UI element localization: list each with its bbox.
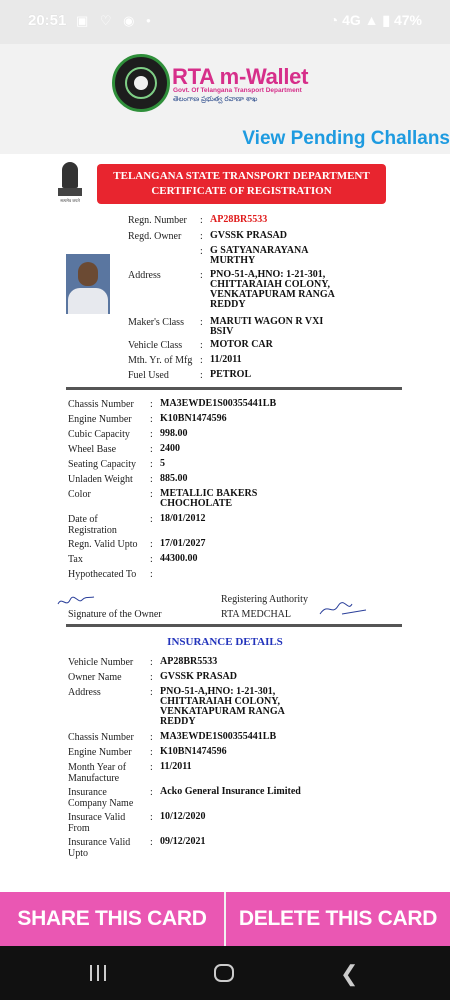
- field-label: Insurance Valid Upto: [68, 837, 131, 859]
- home-icon[interactable]: [214, 964, 234, 982]
- status-time: 20:51: [28, 12, 67, 29]
- ins-engine-number-value: K10BN1474596: [160, 746, 227, 757]
- back-icon[interactable]: ❮: [340, 961, 359, 986]
- regn-valid-upto-value: 17/01/2027: [160, 538, 206, 549]
- field-label: Regn. Valid Upto: [68, 539, 138, 550]
- regn-number-value: AP28BR5533: [210, 214, 268, 225]
- field-label: Mth. Yr. of Mfg: [128, 355, 193, 366]
- field-label: Vehicle Number: [68, 657, 134, 668]
- field-label: Insurace Valid From: [68, 812, 126, 834]
- ins-address-value: PNO-51-A,HNO: 1-21-301, CHITTARAIAH COLONY, VENKATAPURAM RANGA REDDY: [160, 686, 285, 727]
- ins-manufacture-value: 11/2011: [160, 761, 192, 772]
- cubic-capacity-value: 998.00: [160, 428, 188, 439]
- delete-card-button[interactable]: DELETE THIS CARD: [226, 892, 450, 946]
- status-right-icons: ◔ 4G ▲ ▮ 47%: [329, 12, 422, 28]
- certificate-banner: [97, 164, 386, 204]
- engine-number-value: K10BN1474596: [160, 413, 227, 424]
- unladen-weight-value: 885.00: [160, 473, 188, 484]
- vehicle-class-value: MOTOR CAR: [210, 339, 273, 350]
- field-label: Cubic Capacity: [68, 429, 130, 440]
- recents-icon[interactable]: [88, 965, 108, 981]
- regd-owner-value: GVSSK PRASAD: [210, 230, 287, 241]
- insurance-title: INSURANCE DETAILS: [167, 636, 283, 648]
- registering-authority-label: Registering Authority: [221, 594, 308, 605]
- registering-authority-value: RTA MEDCHAL: [221, 609, 291, 620]
- field-label: Vehicle Class: [128, 340, 183, 351]
- field-label: Tax: [68, 554, 83, 565]
- ins-vehicle-number-value: AP28BR5533: [160, 656, 218, 667]
- banner-department: TELANGANA STATE TRANSPORT DEPARTMENT: [113, 170, 370, 182]
- system-nav-bar: [0, 946, 450, 1000]
- owner-signature-icon: [56, 594, 96, 610]
- status-bar: [0, 0, 450, 44]
- ins-chassis-number-value: MA3EWDE1S00355441LB: [160, 731, 277, 742]
- owner-signature-label: Signature of the Owner: [68, 609, 162, 620]
- ins-valid-from-value: 10/12/2020: [160, 811, 206, 822]
- makers-class-value: MARUTI WAGON R VXI BSIV: [210, 316, 324, 337]
- field-label: Regn. Number: [128, 215, 187, 226]
- owner-relation-value: G SATYANARAYANA MURTHY: [210, 245, 308, 266]
- ins-owner-name-value: GVSSK PRASAD: [160, 671, 237, 682]
- ashoka-emblem-icon: सत्यमेव जयते: [55, 162, 85, 206]
- owner-photo: [66, 254, 110, 314]
- field-label: Wheel Base: [68, 444, 117, 455]
- field-label: Owner Name: [68, 672, 122, 683]
- wheel-base-value: 2400: [160, 443, 180, 454]
- field-label: Color: [68, 489, 91, 500]
- field-label: Hypothecated To: [68, 569, 137, 580]
- address-value: PNO-51-A,HNO: 1-21-301, CHITTARAIAH COLONY, VENKATAPURAM RANGA REDDY: [210, 269, 335, 310]
- authority-signature-icon: [318, 598, 368, 618]
- share-card-button[interactable]: SHARE THIS CARD: [0, 892, 224, 946]
- tax-value: 44300.00: [160, 553, 198, 564]
- field-label: Unladen Weight: [68, 474, 133, 485]
- field-label: Address: [128, 270, 161, 281]
- ins-company-value: Acko General Insurance Limited: [160, 786, 301, 797]
- app-title: RTA m-Wallet: [172, 64, 309, 89]
- field-label: Insurance Company Name: [68, 787, 134, 809]
- banner-certificate-title: CERTIFICATE OF REGISTRATION: [151, 185, 332, 197]
- chassis-number-value: MA3EWDE1S00355441LB: [160, 398, 277, 409]
- divider: [66, 624, 402, 627]
- field-label: Seating Capacity: [68, 459, 137, 470]
- notification-icons: ▣ ♡ ◉ •: [76, 13, 155, 28]
- seating-capacity-value: 5: [160, 458, 165, 469]
- field-label: Address: [68, 687, 101, 698]
- color-value: METALLIC BAKERS CHOCHOLATE: [160, 488, 258, 509]
- view-pending-challans-link[interactable]: View Pending Challans: [242, 128, 450, 149]
- app-header: [0, 44, 450, 154]
- fuel-used-value: PETROL: [210, 369, 252, 380]
- field-label: Maker's Class: [128, 317, 184, 328]
- date-of-registration-value: 18/01/2012: [160, 513, 206, 524]
- divider: [66, 387, 402, 390]
- app-telugu-subtitle: తెలంగాణ ప్రభుత్వ రవాణా శాఖ: [173, 96, 258, 103]
- registration-certificate: सत्यमेव जयते TELANGANA STATE TRANSPORT DEPARTMENT CERTIFICATE OF REGISTRATION Regn. Number : AP28BR5533 Regd. Owner : GVSSK PRASAD : G SATYANARAYANA MURTHY Address : PNO-51-A,HNO: 1-21-301, CHITTARAIAH COLONY, VENKATAPURAM RANGA REDDY Maker's Class : MARUTI WAGON R VXI BSIV Vehicle Class : MOTOR CAR Mth. Yr. of Mfg : 11/2011 Fuel Used : PETROL Chassis Number : MA3EWDE1S00355441LB Engine Number : K10BN1474596 Cubic Capacity : 998.00 Wheel Base : 2400 Seating Capacity : 5 Unladen Weight : 885.00 Color : METALLIC BAKERS CHOCHOLATE Date of Registration : 18/01/2012 Regn. Valid Upto : 17/01/2027 Tax : 44300.00 Hypothecated To : Signature of the Owner Registering Authority RTA MEDCHAL INSURANCE DETAILS Vehicle Number : AP28BR5533 Owner Name : GVSSK PRASAD Address : PNO-51-A,HNO: 1-21-301, CHITTARAIAH COLONY, VENKATAPURAM RANGA REDDY Chassis Number : MA3EWDE1S00355441LB Engine Number : K10BN1474596 Month Year of Manufacture : 11/2011 Insurance Company Name : Acko General Insurance Limited Insurace Valid From : 10/12/2020 Insurance Valid Upto : 09/12/2021: [0, 154, 450, 892]
- field-label: Month Year of Manufacture: [68, 762, 127, 784]
- field-label: Chassis Number: [68, 732, 134, 743]
- ins-valid-upto-value: 09/12/2021: [160, 836, 206, 847]
- field-label: Regd. Owner: [128, 231, 182, 242]
- telangana-logo-icon: [112, 54, 170, 112]
- field-label: Engine Number: [68, 414, 132, 425]
- mfg-date-value: 11/2011: [210, 354, 242, 365]
- field-label: Chassis Number: [68, 399, 134, 410]
- field-label: Date of Registration: [68, 514, 117, 536]
- field-label: Fuel Used: [128, 370, 169, 381]
- field-label: Engine Number: [68, 747, 132, 758]
- app-subtitle: Govt. Of Telangana Transport Department: [173, 87, 302, 94]
